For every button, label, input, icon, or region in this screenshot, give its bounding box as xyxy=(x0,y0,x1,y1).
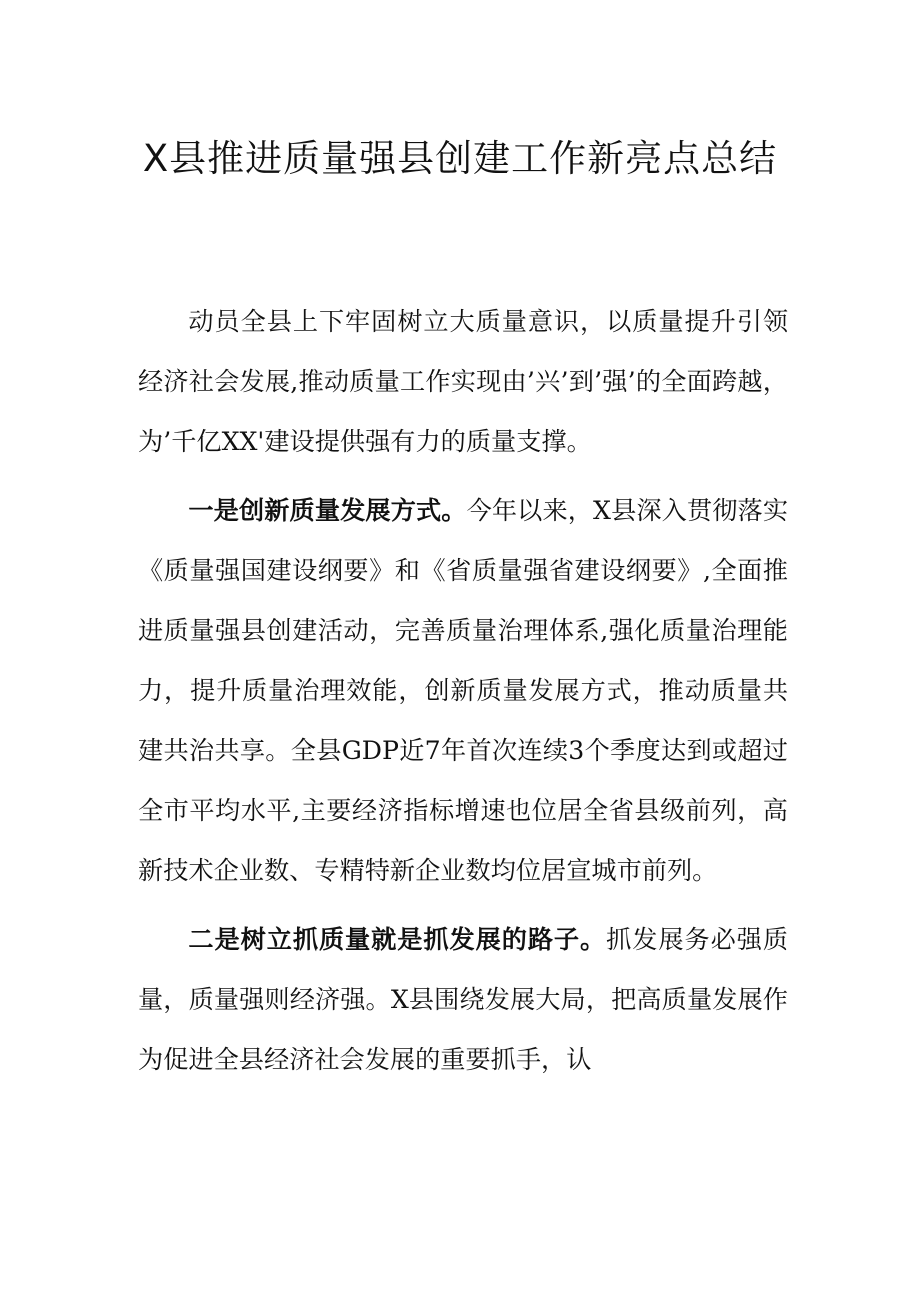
document-body xyxy=(138,292,788,1098)
paragraph-text: 动员全县上下牢固树立大质量意识，以质量提升引领经济社会发展,推动质量工作实现由’兴’到’强’的全面跨越，为’千亿XX'建设提供强有力的质量支撑。 xyxy=(138,307,788,456)
paragraph-text: 今年以来，X县深入贯彻落实《质量强国建设纲要》和《省质量强省建设纲要》,全面推进质量强县创建活动，完善质量治理体系,强化质量治理能力，提升质量治理效能，创新质量发展方式，推动质量共建共治共享。全县GDP近7年首次连续3个季度达到或超过全市平均水平,主要经济指标增速也位居全省县级前列，高新技术企业数、专精特新企业数均位居宣城市前列。 xyxy=(138,496,789,885)
paragraph-lead-heading: 二是树立抓质量就是抓发展的路子。 xyxy=(188,924,607,954)
paragraph-text: 抓发展务必强质量，质量强则经济强。X县围绕发展大局，把高质量发展作为促进全县经济社会发展的重要抓手，认 xyxy=(138,925,789,1074)
paragraph-lead-heading: 一是创新质量发展方式。 xyxy=(188,495,467,525)
paragraph-development-path xyxy=(138,909,788,1090)
paragraph-innovation xyxy=(138,480,788,901)
paragraph-intro xyxy=(138,292,788,472)
document-title: X县推进质量强县创建工作新亮点总结 xyxy=(142,136,778,180)
